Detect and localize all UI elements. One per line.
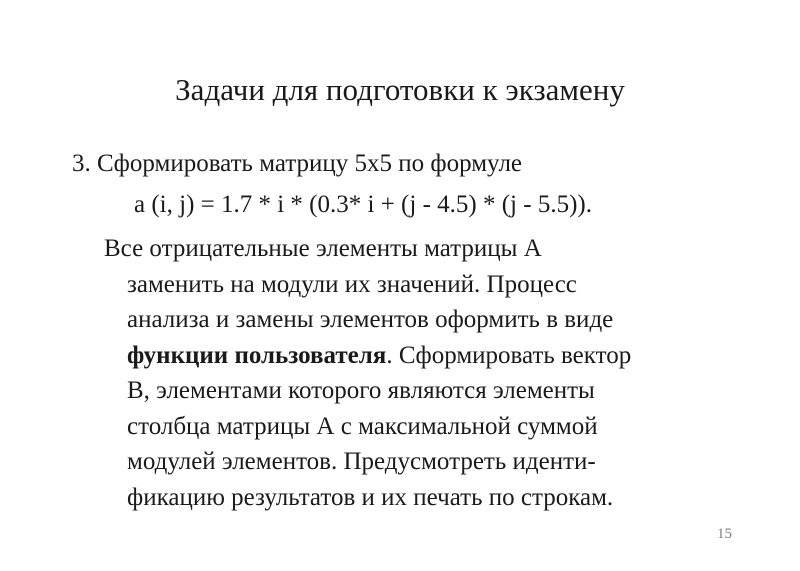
task-heading: 3. Сформировать матрицу 5х5 по формуле <box>72 150 523 177</box>
description-line-4-rest: . Сформировать вектор <box>386 341 632 369</box>
page-number: 15 <box>717 526 732 542</box>
user-function-term: функции пользователя <box>127 341 387 369</box>
task-description <box>104 231 764 515</box>
slide-title: Задачи для подготовки к экзамену <box>175 72 625 107</box>
formula: a (i, j) = 1.7 * i * (0.3* i + (j - 4.5) * (j - 5.5)). <box>134 191 592 218</box>
description-line-2: заменить на модули их значений. Процесс <box>127 270 577 298</box>
description-line-6: столбца матрицы А с максимальной суммой <box>127 412 598 440</box>
description-line-5: В, элементами которого являются элементы <box>127 377 595 404</box>
description-line-1: Все отрицательные элементы матрицы А <box>104 235 542 262</box>
description-line-3: анализа и замены элементов оформить в виде <box>127 306 614 333</box>
description-line-4 <box>104 338 764 374</box>
description-line-8: фикацию результатов и их печать по строкам. <box>127 483 614 511</box>
description-line-7: модулей элементов. Предусмотреть иденти- <box>127 448 596 475</box>
